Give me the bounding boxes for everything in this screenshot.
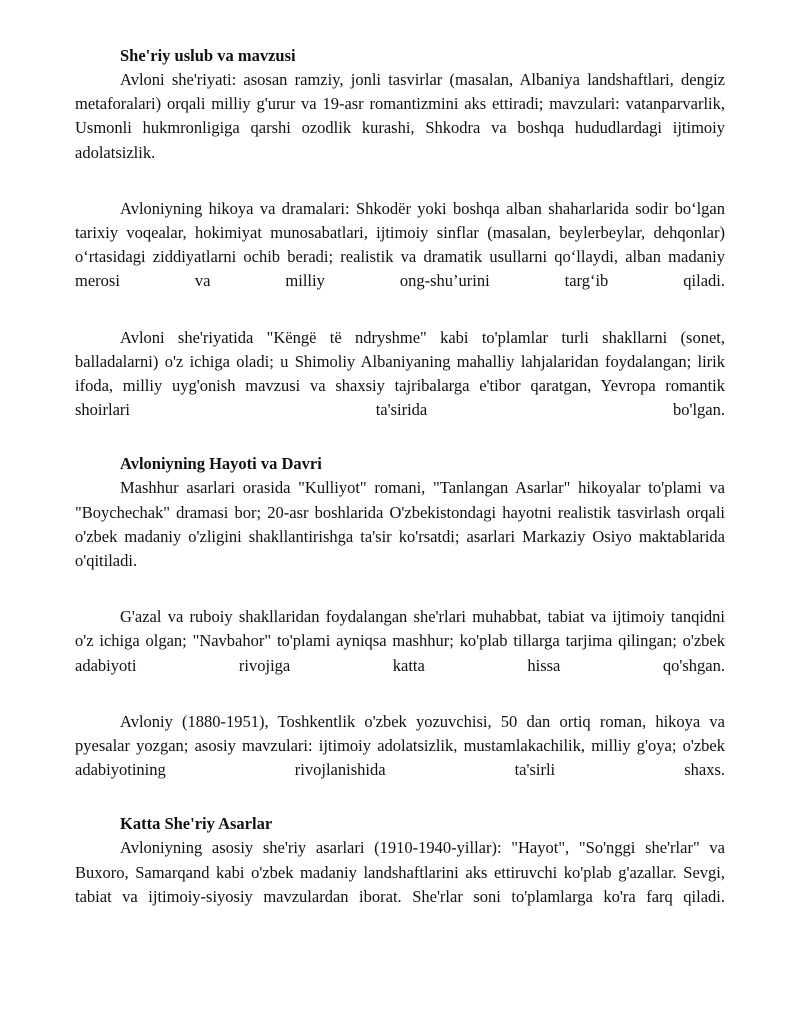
paragraph-main-poetic-works: Avloniyning asosiy she'riy asarlari (1910-1940-yillar): "Hayot", "So'nggi she'rlar" va Buxoro, Samarqand kabi o'zbek madaniy landshaftlarini aks ettiruvchi ko'plab g'azallar. Sevgi, tabiat va ijtimoiy-siyosiy mavzulardan iborat. She'rlar soni to'plamlarga ko'ra farq qiladi. xyxy=(75,838,725,906)
paragraph-gap xyxy=(75,165,725,197)
paragraph-biography: Avloniy (1880-1951), Toshkentlik o'zbek yozuvchisi, 50 dan ortiq roman, hikoya va pyesalar yozgan; asosiy mavzulari: ijtimoiy adolatsizlik, mustamlakachilik, milliy g'oya; o'zbek adabiyotining rivojlanishida ta'sirli shaxs. xyxy=(75,711,725,780)
section-gap xyxy=(75,422,725,452)
paragraph-ghazal-forms: G'azal va ruboiy shakllaridan foydalangan she'rlari muhabbat, tabiat va ijtimoiy tanqidni o'z ichiga olgan; "Navbahor" to'plami ayniqsa mashhur; ko'plab tillarga tarjima qilingan; o'zbek adabiyoti rivojiga katta hissa qo'shgan. xyxy=(75,607,725,675)
document-page xyxy=(75,44,725,909)
paragraph-gap xyxy=(75,573,725,605)
paragraph-famous-works: Mashhur asarlari orasida "Kulliyot" romani, "Tanlangan Asarlar" hikoyalar to'plami va "Boychechak" dramasi bor; 20-asr boshlarida O'zbekistondagi hayotni realistik tasvirlash orqali o'zbek madaniy o'zligini shakllantirishga ta'sir ko'rsatdi; asarlari Markaziy Osiyo maktablarida o'qitiladi. xyxy=(75,478,725,571)
paragraph-collections: Avloni she'riyatida "Këngë të ndryshme" kabi to'plamlar turli shakllarni (sonet, balladalarni) o'z ichiga oladi; u Shimoliy Albaniyaning mahalliy lahjalaridan foydalangan; lirik ifoda, milliy uyg'onish mavzusi va shaxsiy tajribalarga e'tibor qaratgan, Yevropa romantik shoirlari ta'sirida bo'lgan. xyxy=(75,327,725,420)
paragraph-gap xyxy=(75,294,725,326)
paragraph-gap xyxy=(75,678,725,710)
section-heading-style-and-themes: She'riy uslub va mavzusi xyxy=(120,46,296,65)
section-heading-life-and-era: Avloniyning Hayoti va Davri xyxy=(120,454,322,474)
section-gap xyxy=(75,782,725,812)
paragraph-stories-dramas: Avloniyning hikoya va dramalari: Shkodër yoki boshqa alban shaharlarida sodir bo‘lgan tarixiy voqealar, hokimiyat munosabatlari, ijtimoiy sinflar (masalan, beylerbeylar, dehqonlar) o‘rtasidagi ziddiyatlarni ochib beradi; realistik va dramatik usullarni qo‘llaydi, alban madaniy merosi va milliy ong-shu’urini targ‘ib qiladi. xyxy=(75,198,725,291)
section-heading-major-poetic-works: Katta She'riy Asarlar xyxy=(120,814,273,834)
paragraph-poetry-style: Avloni she'riyati: asosan ramziy, jonli tasvirlar (masalan, Albaniya landshaftlari, dengiz metaforalari) orqali milliy g'urur va 19-asr romantizmini aks ettiradi; mavzulari: vatanparvarlik, Usmonli hukmronligiga qarshi ozodlik kurashi, Shkodra va boshqa hududlardagi ijtimoiy adolatsizlik. xyxy=(75,70,725,162)
